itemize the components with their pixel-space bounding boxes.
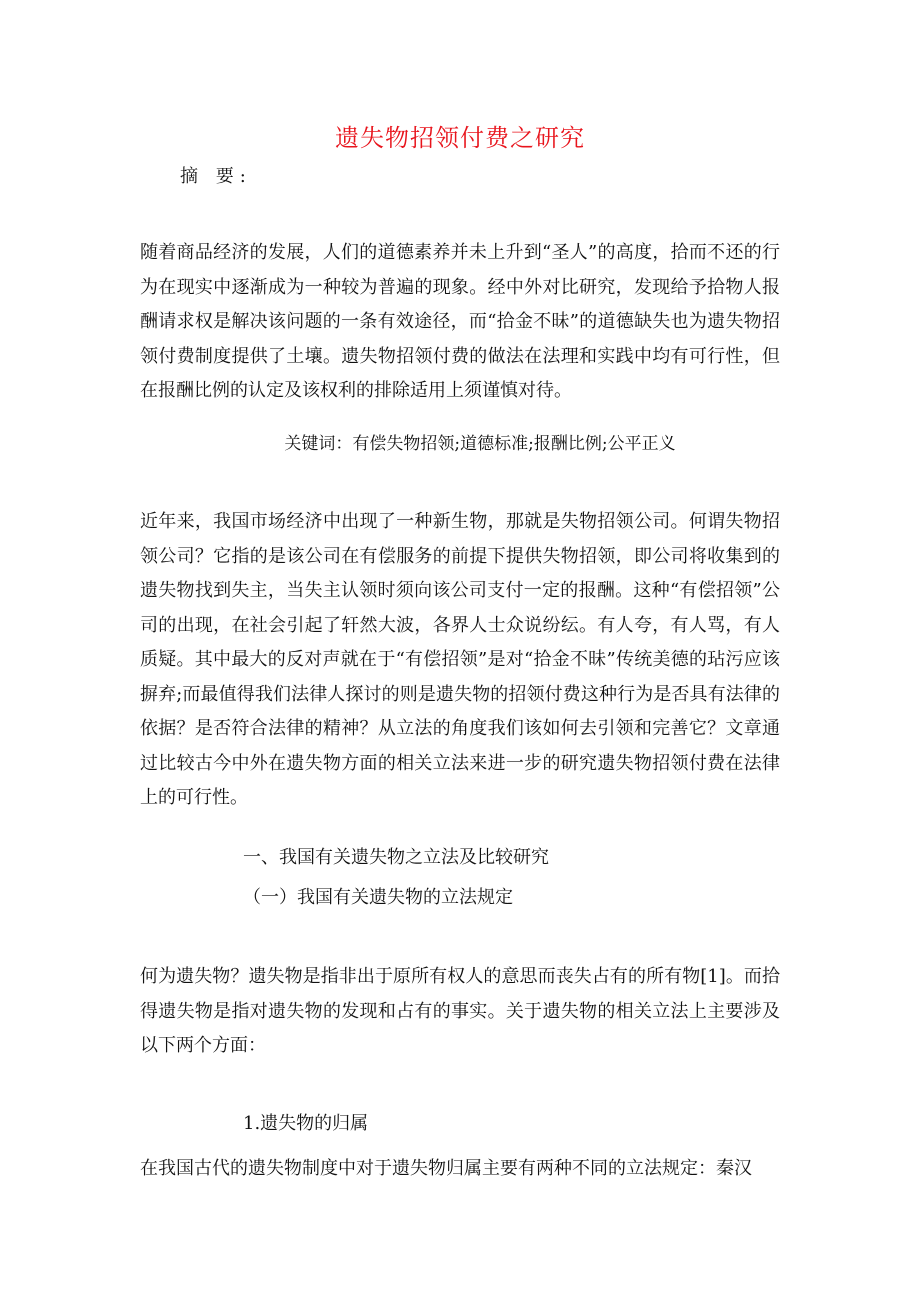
item-paragraph: 在我国古代的遗失物制度中对于遗失物归属主要有两种不同的立法规定：秦汉 [140, 1158, 752, 1179]
document-title: 遗失物招领付费之研究 [335, 124, 585, 152]
keywords-line: 关键词：有偿失物招领;道德标准;报酬比例;公平正义 [284, 434, 676, 454]
abstract-label: 摘 要: [180, 166, 252, 187]
subsection-heading: （一）我国有关遗失物的立法规定 [243, 887, 513, 908]
section-heading: 一、我国有关遗失物之立法及比较研究 [243, 847, 549, 868]
definition-paragraph: 何为遗失物？遗失物是指非出于原所有权人的意思而丧失占有的所有物[1]。而拾得遗失物是指对遗失物的发现和占有的事实。关于遗失物的相关立法上主要涉及以下两个方面： [140, 966, 780, 1056]
abstract-paragraph: 随着商品经济的发展，人们的道德素养并未上升到“圣人”的高度，拾而不还的行为在现实中逐渐成为一种较为普遍的现象。经中外对比研究，发现给予拾物人报酬请求权是解决该问题的一条有效途径，而“拾金不昧”的道德缺失也为遗失物招领付费制度提供了土壤。遗失物招领付费的做法在法理和实践中均有可行性，但在报酬比例的认定及该权利的排除适用上须谨慎对待。 [140, 242, 780, 401]
item-heading: 1.遗失物的归属 [243, 1113, 369, 1134]
intro-paragraph: 近年来，我国市场经济中出现了一种新生物，那就是失物招领公司。何谓失物招领公司？它指的是该公司在有偿服务的前提下提供失物招领，即公司将收集到的遗失物找到失主，当失主认领时须向该公司支付一定的报酬。这种“有偿招领”公司的出现，在社会引起了轩然大波，各界人士众说纷纭。有人夸，有人骂，有人质疑。其中最大的反对声就在于“有偿招领”是对“拾金不昧”传统美德的玷污应该摒弃;而最值得我们法律人探讨的则是遗失物的招领付费这种行为是否具有法律的依据？是否符合法律的精神？从立法的角度我们该如何去引领和完善它？文章通过比较古今中外在遗失物方面的相关立法来进一步的研究遗失物招领付费在法律上的可行性。 [140, 511, 780, 808]
